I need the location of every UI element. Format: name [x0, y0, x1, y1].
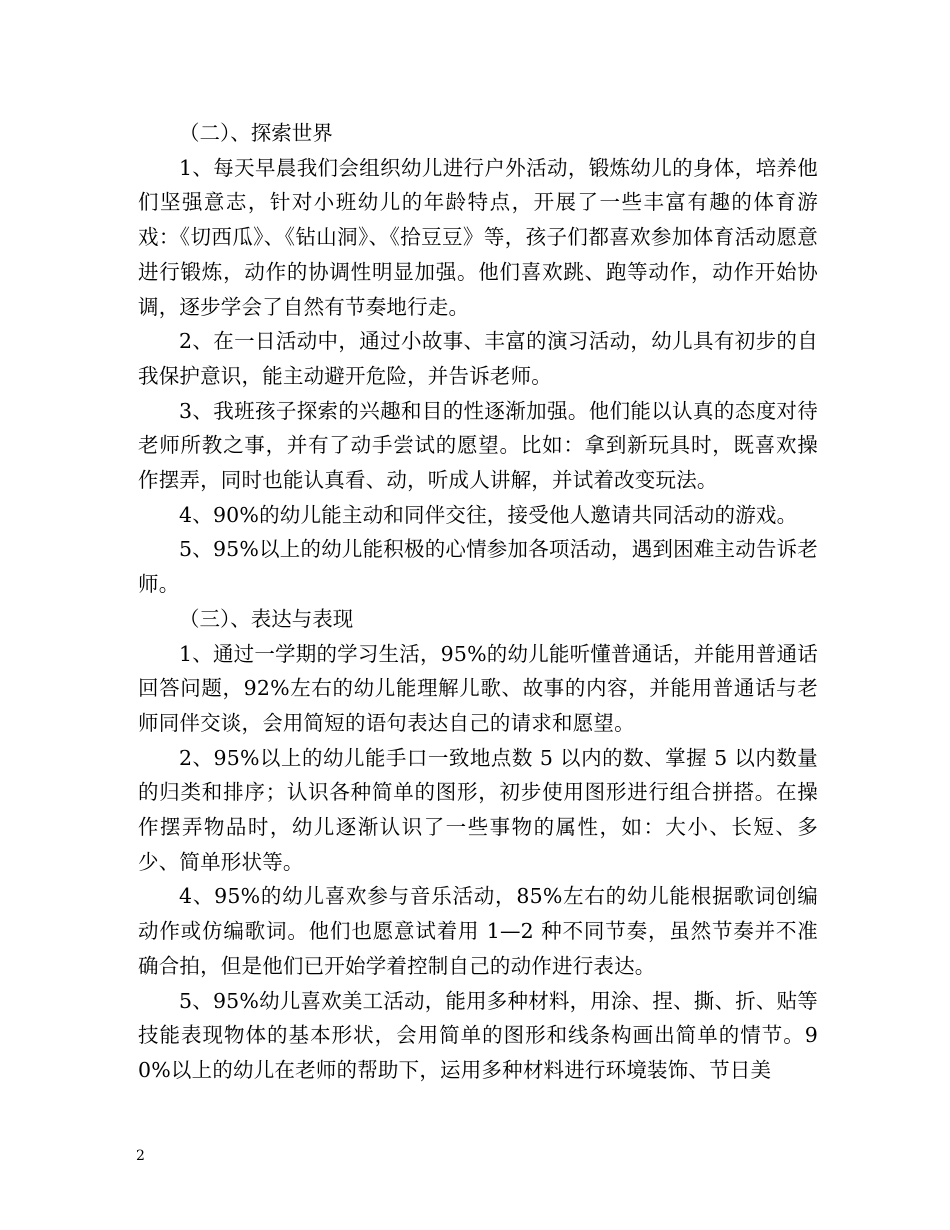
page-number: 2: [136, 1148, 145, 1164]
paragraph-expression-2: 2、95%以上的幼儿能手口一致地点数 5 以内的数、掌握 5 以内数量的归类和排序；认识各种简单的图形，初步使用图形进行组合拼搭。在操作摆弄物品时，幼儿逐渐认识了一些事物的属性，如：大小、长短、多少、简单形状等。: [138, 745, 818, 874]
paragraph-expression-5: 5、95%幼儿喜欢美工活动，能用多种材料，用涂、捏、撕、折、贴等技能表现物体的基本形状，会用简单的图形和线条构画出简单的情节。90%以上的幼儿在老师的帮助下，运用多种材料进行环境装饰、节日美: [138, 988, 819, 1082]
section-heading-explore-world: （二）、探索世界: [179, 121, 333, 145]
paragraph-explore-1: 1、每天早晨我们会组织幼儿进行户外活动，锻炼幼儿的身体，培养他们坚强意志，针对小班幼儿的年龄特点，开展了一些丰富有趣的体育游戏：《切西瓜》、《钻山洞》、《拾豆豆》等，孩子们都喜欢参加体育活动愿意进行锻炼，动作的协调性明显加强。他们喜欢跳、跑等动作，动作开始协调，逐步学会了自然有节奏地行走。: [138, 155, 818, 319]
paragraph-expression-4: 4、95%的幼儿喜欢参与音乐活动，85%左右的幼儿能根据歌词创编动作或仿编歌词。他们也愿意试着用 1—2 种不同节奏，虽然节奏并不准确合拍，但是他们已开始学着控制自己的动作进行表达。: [138, 884, 818, 978]
paragraph-explore-5: 5、95%以上的幼儿能积极的心情参加各项活动，遇到困难主动告诉老师。: [138, 537, 819, 597]
paragraph-explore-4: 4、90%的幼儿能主动和同伴交往，接受他人邀请共同活动的游戏。: [179, 502, 798, 527]
document-body: [138, 116, 818, 1088]
paragraph-explore-3: 3、我班孩子探索的兴趣和目的性逐渐加强。他们能以认真的态度对待老师所教之事，并有了动手尝试的愿望。比如：拿到新玩具时，既喜欢操作摆弄，同时也能认真看、动，听成人讲解，并试着改变玩法。: [138, 398, 818, 493]
paragraph-expression-1: 1、通过一学期的学习生活，95%的幼儿能听懂普通话，并能用普通话回答问题，92%左右的幼儿能理解儿歌、故事的内容，并能用普通话与老师同伴交谈，会用简短的语句表达自己的请求和愿望。: [138, 641, 819, 735]
paragraph-explore-2: 2、在一日活动中，通过小故事、丰富的演习活动，幼儿具有初步的自我保护意识，能主动避开危险，并告诉老师。: [138, 329, 818, 388]
section-heading-expression: （三）、表达与表现: [179, 606, 354, 631]
